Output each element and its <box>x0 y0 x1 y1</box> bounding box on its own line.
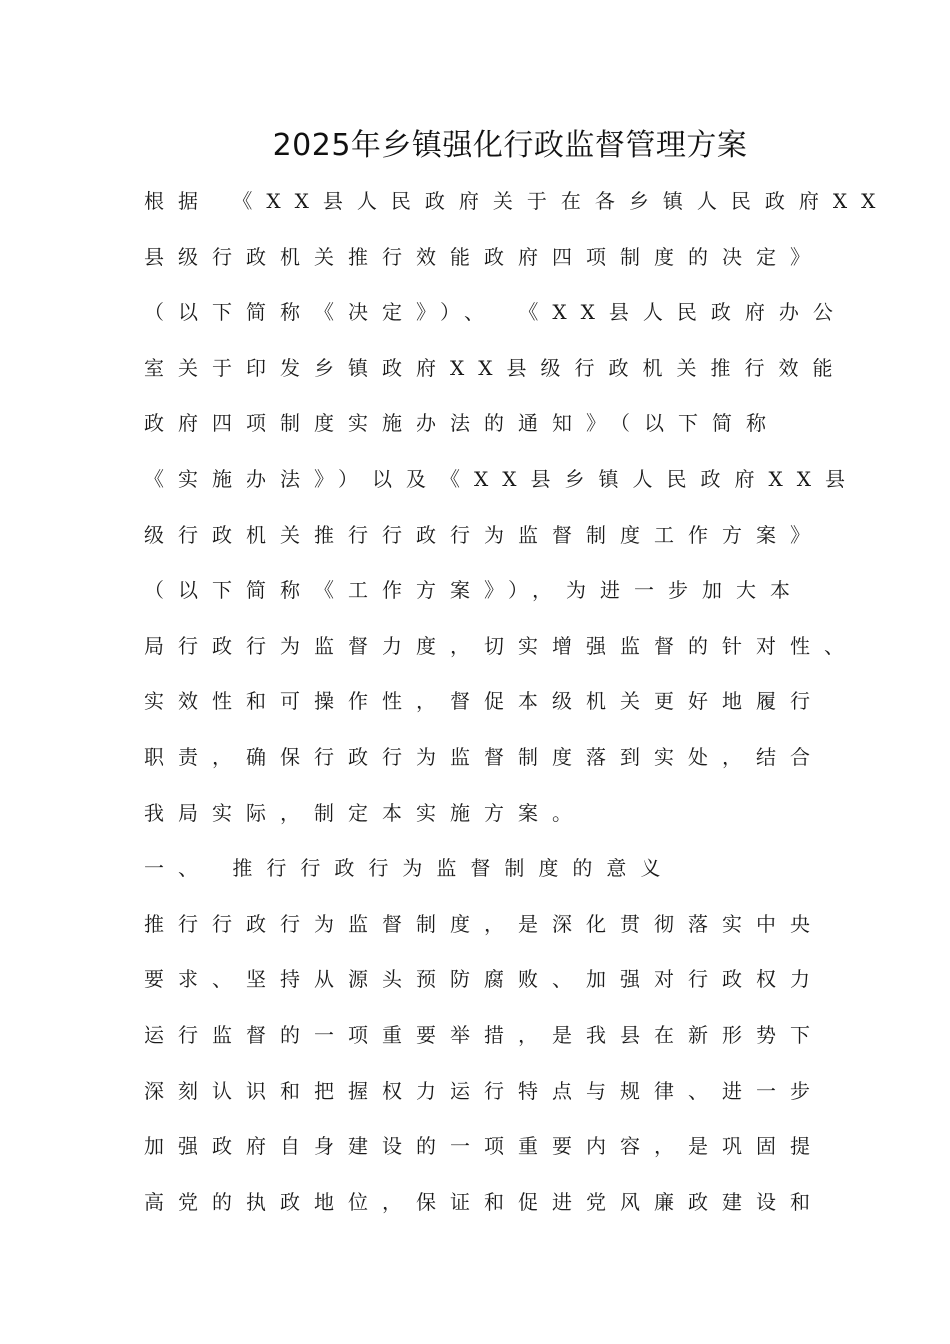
body-line: 级行政机关推行行政行为监督制度工作方案》 <box>144 522 824 547</box>
body-line: 县级行政机关推行效能政府四项制度的决定》 <box>144 244 824 269</box>
body-line: 局行政行为监督力度，切实增强监督的针对性、 <box>144 633 858 658</box>
section-heading: 一、 推行行政行为监督制度的意义 <box>144 856 675 881</box>
body-line: 推行行政行为监督制度，是深化贯彻落实中央 <box>144 911 824 936</box>
document-title: 2025年乡镇强化行政监督管理方案 <box>272 128 748 163</box>
body-line: 政府四项制度实施办法的通知》（以下简称 <box>144 411 780 436</box>
body-line: 实效性和可操作性，督促本级机关更好地履行 <box>144 689 824 714</box>
body-line: 《实施办法》）以及《XX县乡镇人民政府XX县 <box>144 466 859 491</box>
body-line: （以下简称《工作方案》），为进一步加大本 <box>144 578 804 603</box>
body-line: 职责，确保行政行为监督制度落到实处，结合 <box>144 744 824 769</box>
body-line: 运行监督的一项重要举措，是我县在新形势下 <box>144 1022 824 1047</box>
body-line: 要求、坚持从源头预防腐败、加强对行政权力 <box>144 967 824 992</box>
body-line: 室关于印发乡镇政府XX县级行政机关推行效能 <box>144 355 847 380</box>
body-line: 根据 《XX县人民政府关于在各乡镇人民政府XX <box>144 189 890 213</box>
document-body <box>144 180 890 1236</box>
body-line: 高党的执政地位，保证和促进党风廉政建设和 <box>144 1189 824 1214</box>
body-line: 加强政府自身建设的一项重要内容，是巩固提 <box>144 1134 824 1159</box>
body-line: 我局实际，制定本实施方案。 <box>144 800 586 825</box>
body-line: （以下简称《决定》）、 《XX县人民政府办公 <box>144 300 847 325</box>
body-line: 深刻认识和把握权力运行特点与规律、进一步 <box>144 1078 824 1103</box>
